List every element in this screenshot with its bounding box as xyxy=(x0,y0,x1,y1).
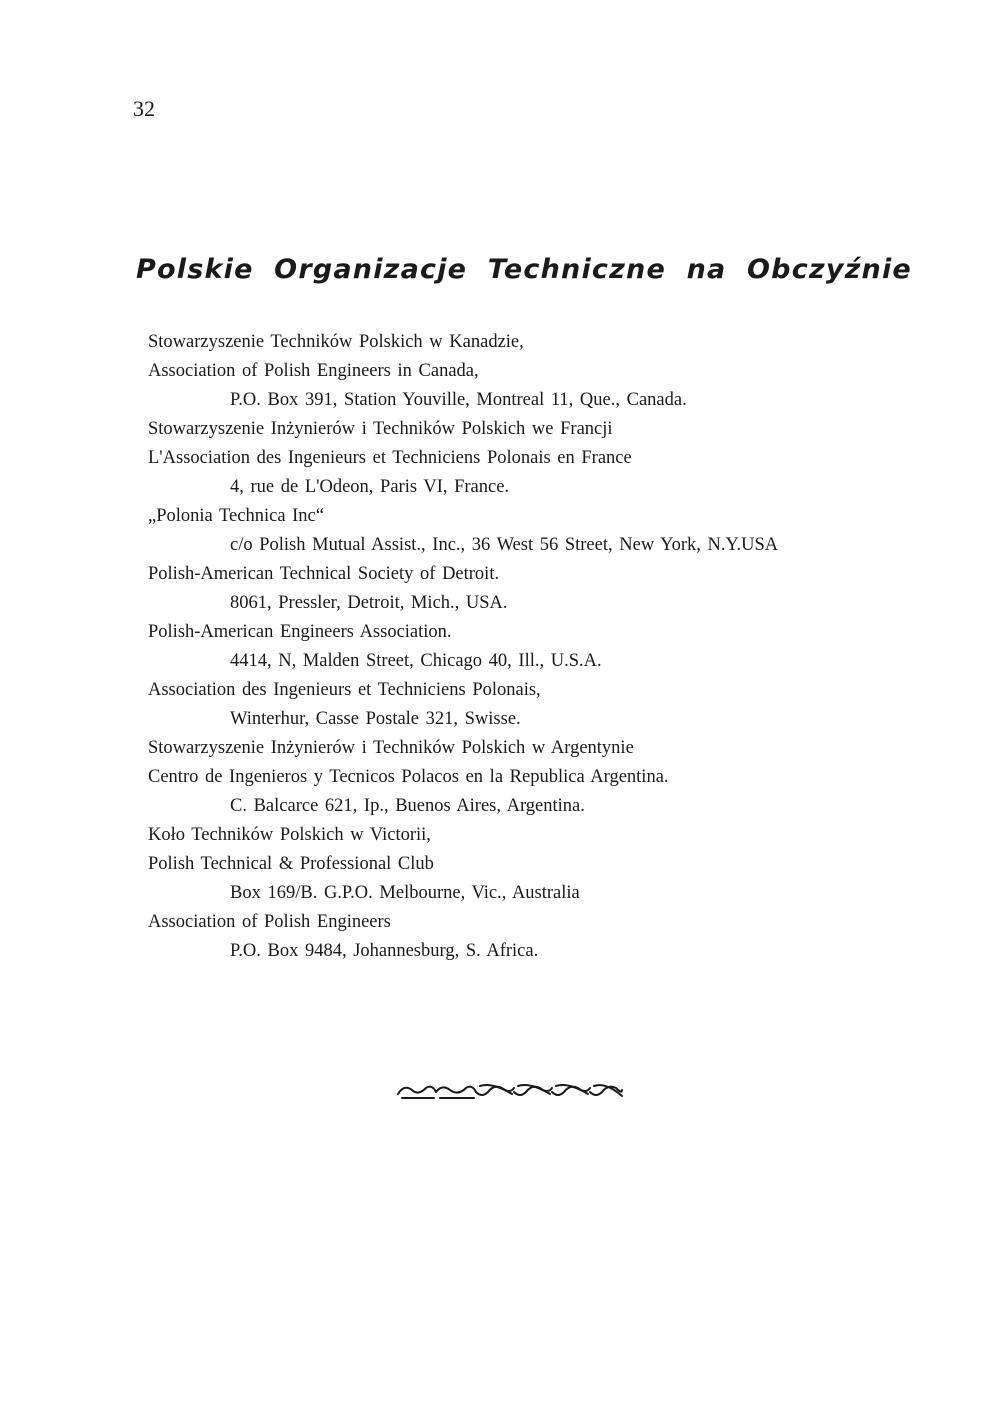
address-line: Box 169/B. G.P.O. Melbourne, Vic., Australia xyxy=(230,883,580,903)
address-line: P.O. Box 9484, Johannesburg, S. Africa. xyxy=(230,941,539,961)
organization-name: Stowarzyszenie Inżynierów i Techników Polskich w Argentynie xyxy=(148,738,634,758)
organization-name: Stowarzyszenie Inżynierów i Techników Polskich we Francji xyxy=(148,419,613,439)
address-line: 4414, N, Malden Street, Chicago 40, Ill., U.S.A. xyxy=(230,651,602,671)
address-line: P.O. Box 391, Station Youville, Montreal 11, Que., Canada. xyxy=(230,390,687,410)
organization-list xyxy=(148,328,908,966)
address-line: c/o Polish Mutual Assist., Inc., 36 West 56 Street, New York, N.Y.USA xyxy=(230,535,779,555)
page-title: Polskie Organizacje Techniczne na Obczyźnie xyxy=(136,254,912,285)
address-line: C. Balcarce 621, Ip., Buenos Aires, Argentina. xyxy=(230,796,585,816)
page-number: 32 xyxy=(133,96,155,121)
address-line: 4, rue de L'Odeon, Paris VI, France. xyxy=(230,477,510,497)
organization-name: L'Association des Ingenieurs et Techniciens Polonais en France xyxy=(148,448,632,468)
organization-name: „Polonia Technica Inc“ xyxy=(148,506,324,526)
organization-name: Polish Technical & Professional Club xyxy=(148,854,434,874)
scroll-vine-ornament-icon xyxy=(396,1080,624,1102)
organization-name: Koło Techników Polskich w Victorii, xyxy=(148,825,431,845)
organization-name: Association of Polish Engineers xyxy=(148,912,391,932)
organization-name: Stowarzyszenie Techników Polskich w Kanadzie, xyxy=(148,332,524,352)
organization-name: Association des Ingenieurs et Techniciens Polonais, xyxy=(148,680,541,700)
address-line: Winterhur, Casse Postale 321, Swisse. xyxy=(230,709,521,729)
organization-name: Centro de Ingenieros y Tecnicos Polacos en la Republica Argentina. xyxy=(148,767,669,787)
organization-name: Polish-American Technical Society of Detroit. xyxy=(148,564,500,584)
organization-name: Association of Polish Engineers in Canada, xyxy=(148,361,479,381)
organization-name: Polish-American Engineers Association. xyxy=(148,622,452,642)
address-line: 8061, Pressler, Detroit, Mich., USA. xyxy=(230,593,508,613)
